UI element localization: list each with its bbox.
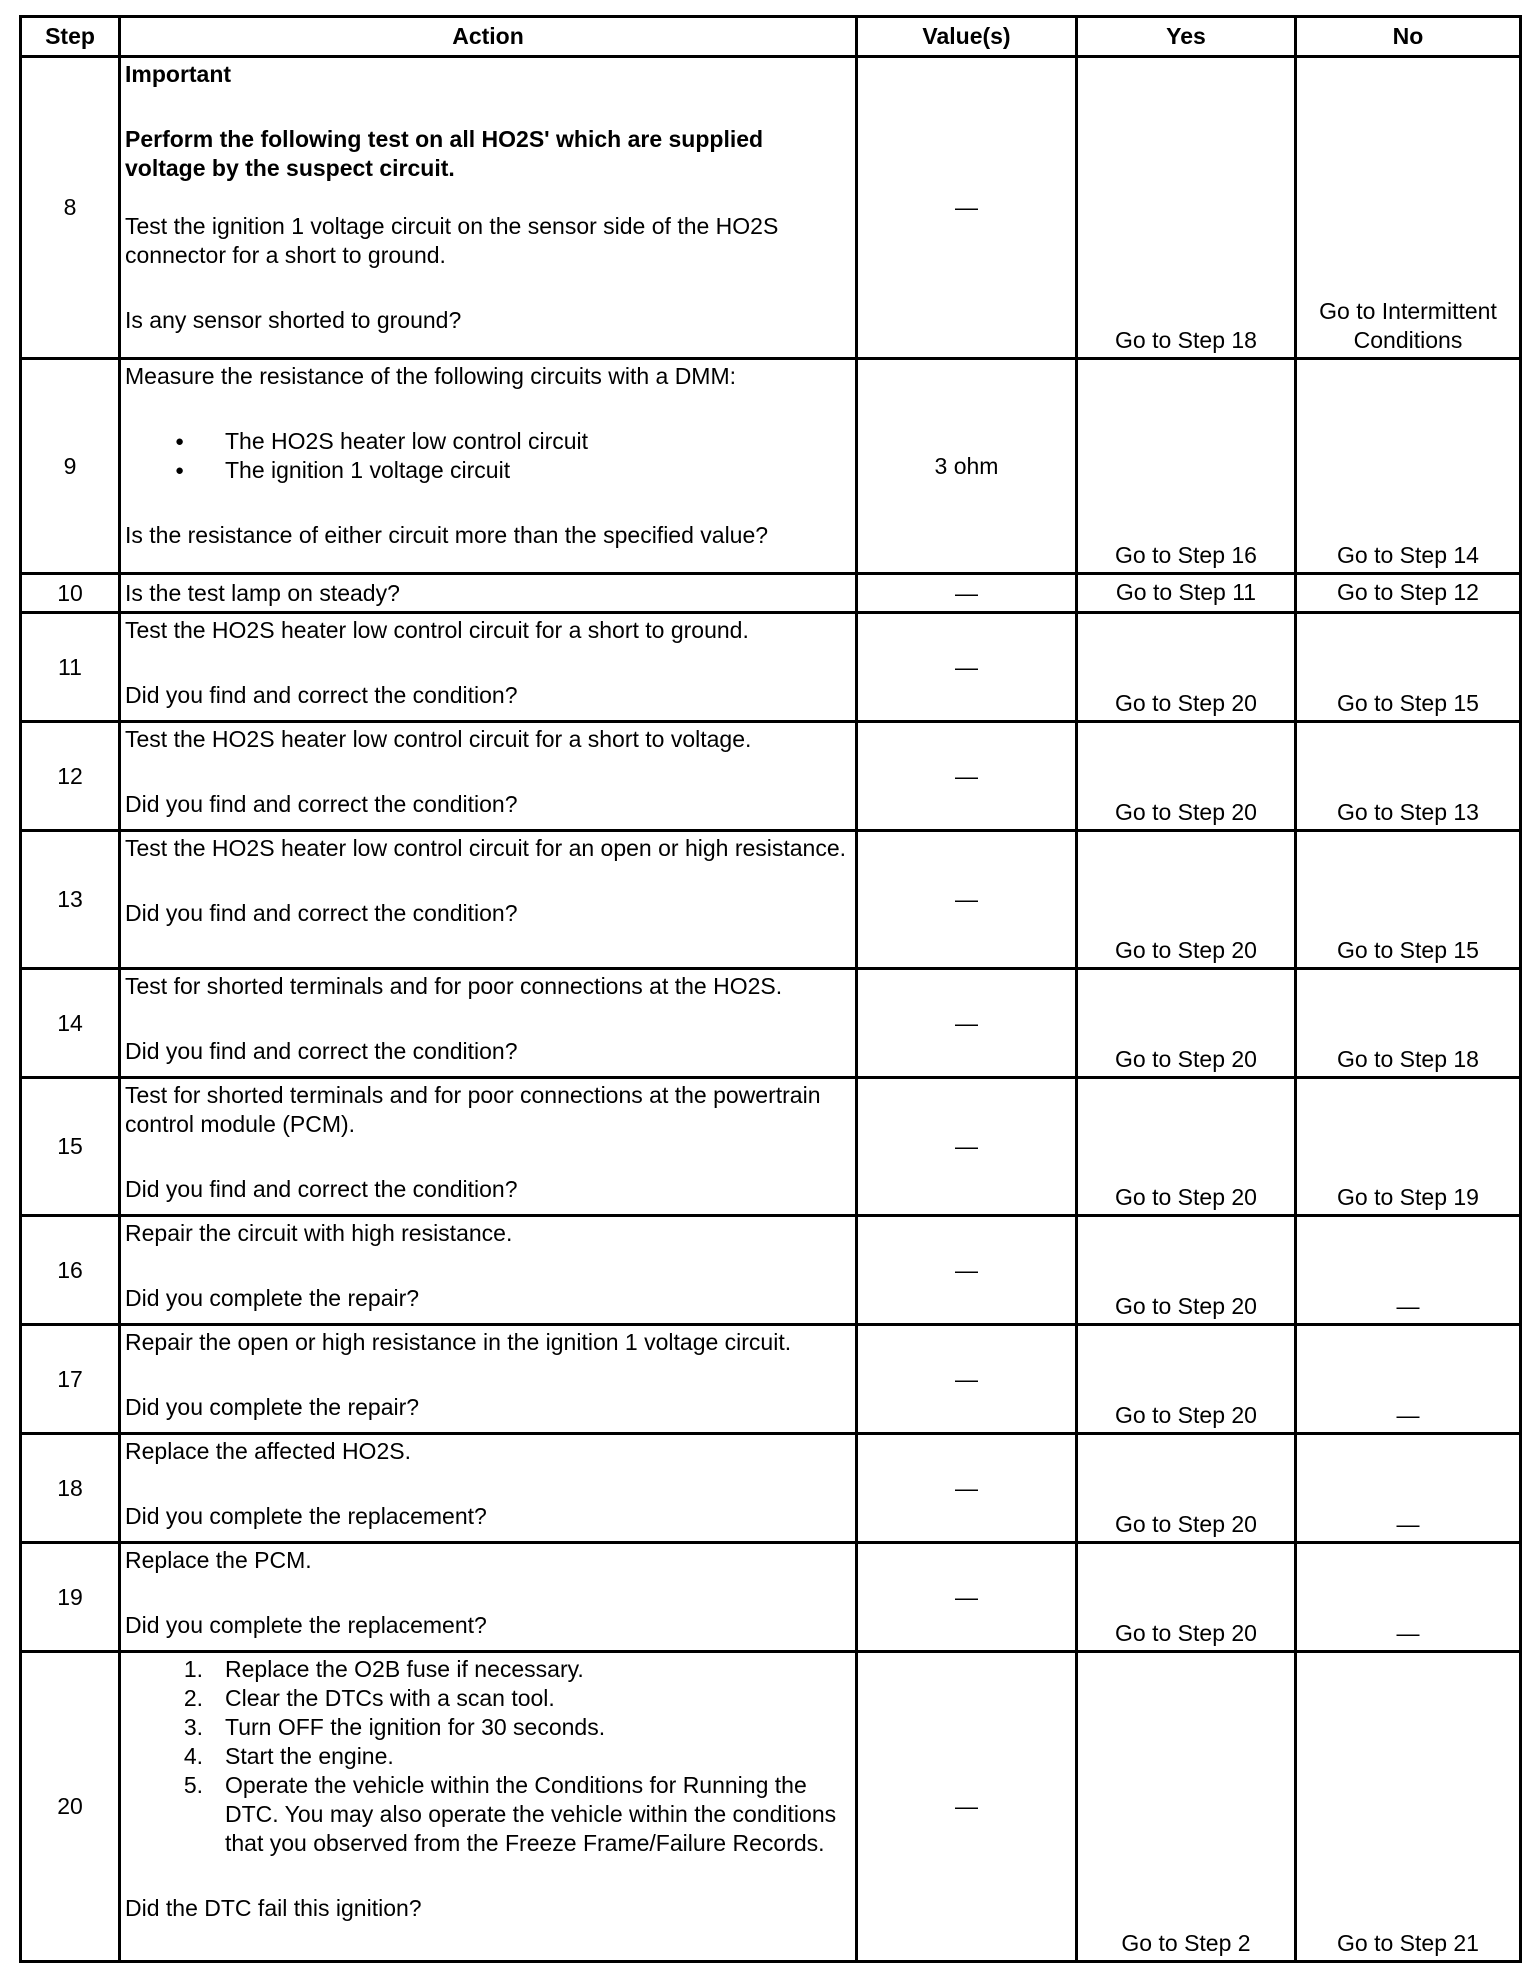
list-number: 4. <box>183 1743 203 1769</box>
action-cell <box>120 722 857 831</box>
question-text: Did you find and correct the condition? <box>125 791 518 817</box>
list-item <box>125 1771 849 1858</box>
table-row <box>21 1434 1521 1543</box>
no-cell: Go to Step 21 <box>1296 1652 1521 1962</box>
no-cell: — <box>1296 1543 1521 1652</box>
step-number: 20 <box>21 1652 120 1962</box>
question-text: Did you find and correct the condition? <box>125 1038 518 1064</box>
action-cell <box>120 1652 857 1962</box>
action-cell <box>120 57 857 359</box>
action-cell <box>120 1216 857 1325</box>
step-number: 13 <box>21 831 120 969</box>
list-item <box>125 1684 849 1713</box>
list-item: ● The HO2S heater low control circuit <box>125 427 849 456</box>
table-row <box>21 969 1521 1078</box>
action-text: Test the HO2S heater low control circuit for a short to ground. <box>125 617 749 643</box>
value-cell: 3 ohm <box>857 359 1077 574</box>
list-text: Clear the DTCs with a scan tool. <box>225 1685 555 1711</box>
no-cell: — <box>1296 1434 1521 1543</box>
value-cell: — <box>857 722 1077 831</box>
important-note: Perform the following test on all HO2S' which are supplied voltage by the suspect circuit. <box>125 126 764 181</box>
step-number: 10 <box>21 574 120 613</box>
yes-cell: Go to Step 20 <box>1077 969 1296 1078</box>
yes-cell: Go to Step 20 <box>1077 722 1296 831</box>
yes-cell: Go to Step 20 <box>1077 1434 1296 1543</box>
yes-header: Yes <box>1077 17 1296 57</box>
yes-cell: Go to Step 11 <box>1077 574 1296 613</box>
bullet-list <box>125 427 849 485</box>
list-text: Start the engine. <box>225 1743 394 1769</box>
value-cell: — <box>857 831 1077 969</box>
list-text: Operate the vehicle within the Conditions for Running the DTC. You may also operate the vehicle within the conditions that you observed from the Freeze Frame/Failure Records. <box>225 1772 837 1856</box>
question-text: Did you complete the repair? <box>125 1285 420 1311</box>
question-text: Did you find and correct the condition? <box>125 682 518 708</box>
list-number: 5. <box>183 1772 203 1798</box>
values-header: Value(s) <box>857 17 1077 57</box>
action-header: Action <box>120 17 857 57</box>
table-row <box>21 1325 1521 1434</box>
question-text: Is the test lamp on steady? <box>125 579 400 606</box>
list-item: ● The ignition 1 voltage circuit <box>125 456 849 485</box>
no-cell: — <box>1296 1216 1521 1325</box>
question-text: Did you complete the replacement? <box>125 1503 487 1529</box>
action-text: Repair the open or high resistance in the ignition 1 voltage circuit. <box>125 1329 792 1355</box>
question-text: Is the resistance of either circuit more than the specified value? <box>125 522 769 548</box>
diagnostic-table <box>19 15 1522 1963</box>
no-header: No <box>1296 17 1521 57</box>
step-number: 19 <box>21 1543 120 1652</box>
question-text: Did you find and correct the condition? <box>125 900 518 926</box>
value-cell: — <box>857 57 1077 359</box>
action-text: Test the HO2S heater low control circuit for a short to voltage. <box>125 726 752 752</box>
action-cell <box>120 1543 857 1652</box>
action-text: Test for shorted terminals and for poor connections at the powertrain control module (PCM). <box>125 1082 821 1137</box>
no-cell: — <box>1296 1325 1521 1434</box>
table-row <box>21 359 1521 574</box>
list-text: Replace the O2B fuse if necessary. <box>225 1656 584 1682</box>
value-cell: — <box>857 1652 1077 1962</box>
table-row <box>21 57 1521 359</box>
yes-cell: Go to Step 20 <box>1077 1216 1296 1325</box>
yes-cell: Go to Step 20 <box>1077 1325 1296 1434</box>
step-number: 12 <box>21 722 120 831</box>
step-number: 8 <box>21 57 120 359</box>
action-text: Measure the resistance of the following circuits with a DMM: <box>125 363 737 389</box>
list-number: 2. <box>183 1685 203 1711</box>
no-cell: Go to Intermittent Conditions <box>1296 57 1521 359</box>
list-number: 3. <box>183 1714 203 1740</box>
yes-cell: Go to Step 16 <box>1077 359 1296 574</box>
question-text: Did you complete the replacement? <box>125 1612 487 1638</box>
yes-cell: Go to Step 20 <box>1077 1078 1296 1216</box>
no-cell: Go to Step 15 <box>1296 831 1521 969</box>
step-number: 9 <box>21 359 120 574</box>
question-text: Did you find and correct the condition? <box>125 1176 518 1202</box>
table-row <box>21 722 1521 831</box>
action-text: Test the HO2S heater low control circuit for an open or high resistance. <box>125 835 847 861</box>
no-cell: Go to Step 14 <box>1296 359 1521 574</box>
action-cell <box>120 1325 857 1434</box>
step-number: 11 <box>21 613 120 722</box>
value-cell: — <box>857 1216 1077 1325</box>
header-row <box>21 17 1521 57</box>
yes-cell: Go to Step 18 <box>1077 57 1296 359</box>
step-number: 18 <box>21 1434 120 1543</box>
yes-cell: Go to Step 20 <box>1077 613 1296 722</box>
action-cell <box>120 1434 857 1543</box>
table-row <box>21 1078 1521 1216</box>
no-cell: Go to Step 15 <box>1296 613 1521 722</box>
value-cell: — <box>857 1325 1077 1434</box>
table-row <box>21 1652 1521 1962</box>
question-text: Did the DTC fail this ignition? <box>125 1895 422 1921</box>
action-text: Test for shorted terminals and for poor connections at the HO2S. <box>125 973 783 999</box>
important-label: Important <box>125 61 232 87</box>
table-row <box>21 574 1521 613</box>
action-cell <box>120 969 857 1078</box>
yes-cell: Go to Step 20 <box>1077 831 1296 969</box>
list-number: 1. <box>183 1656 203 1682</box>
list-text: Turn OFF the ignition for 30 seconds. <box>225 1714 606 1740</box>
action-text: Replace the PCM. <box>125 1547 312 1573</box>
value-cell: — <box>857 1078 1077 1216</box>
action-cell <box>120 1078 857 1216</box>
action-cell <box>120 831 857 969</box>
yes-cell: Go to Step 2 <box>1077 1652 1296 1962</box>
action-cell <box>120 359 857 574</box>
table-row <box>21 1216 1521 1325</box>
table-row <box>21 831 1521 969</box>
no-cell: Go to Step 19 <box>1296 1078 1521 1216</box>
step-number: 16 <box>21 1216 120 1325</box>
step-number: 14 <box>21 969 120 1078</box>
list-item <box>125 1742 849 1771</box>
question-text: Did you complete the repair? <box>125 1394 420 1420</box>
step-header: Step <box>21 17 120 57</box>
no-cell: Go to Step 12 <box>1296 574 1521 613</box>
action-text: Repair the circuit with high resistance. <box>125 1220 513 1246</box>
action-text: Test the ignition 1 voltage circuit on the sensor side of the HO2S connector for a short to ground. <box>125 213 779 268</box>
action-cell <box>120 574 857 613</box>
value-cell: — <box>857 574 1077 613</box>
table-row <box>21 1543 1521 1652</box>
table-row <box>21 613 1521 722</box>
numbered-list <box>125 1655 849 1858</box>
value-cell: — <box>857 1434 1077 1543</box>
question-text: Is any sensor shorted to ground? <box>125 307 462 333</box>
list-item <box>125 1655 849 1684</box>
no-cell: Go to Step 18 <box>1296 969 1521 1078</box>
value-cell: — <box>857 969 1077 1078</box>
action-cell <box>120 613 857 722</box>
value-cell: — <box>857 1543 1077 1652</box>
no-cell: Go to Step 13 <box>1296 722 1521 831</box>
list-item <box>125 1713 849 1742</box>
value-cell: — <box>857 613 1077 722</box>
action-text: Replace the affected HO2S. <box>125 1438 411 1464</box>
step-number: 15 <box>21 1078 120 1216</box>
step-number: 17 <box>21 1325 120 1434</box>
yes-cell: Go to Step 20 <box>1077 1543 1296 1652</box>
